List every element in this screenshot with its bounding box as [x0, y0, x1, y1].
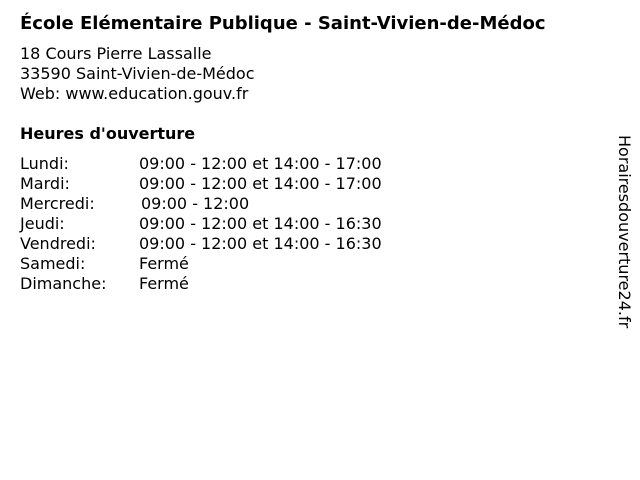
- hours-value: 09:00 - 12:00 et 14:00 - 17:00: [139, 154, 382, 173]
- hours-value: 09:00 - 12:00: [141, 194, 250, 213]
- hours-value: Fermé: [139, 274, 189, 293]
- city-address: 33590 Saint-Vivien-de-Médoc: [20, 64, 255, 83]
- street-address: 18 Cours Pierre Lassalle: [20, 44, 212, 63]
- hours-value: Fermé: [139, 254, 189, 273]
- day-label: Jeudi:: [20, 214, 65, 233]
- address-block: [20, 44, 255, 104]
- hours-value: 09:00 - 12:00 et 14:00 - 17:00: [139, 174, 382, 193]
- hours-value: 09:00 - 12:00 et 14:00 - 16:30: [139, 234, 382, 253]
- school-title: École Elémentaire Publique - Saint-Vivien-de-Médoc: [20, 13, 546, 34]
- website-text: Web: www.education.gouv.fr: [20, 84, 249, 103]
- watermark-text: Horairesdouverture24.fr: [615, 135, 634, 329]
- day-label: Dimanche:: [20, 274, 107, 293]
- day-label: Samedi:: [20, 254, 86, 273]
- day-label: Lundi:: [20, 154, 69, 173]
- day-label: Mardi:: [20, 174, 70, 193]
- site-watermark: [612, 135, 636, 371]
- opening-hours-heading: Heures d'ouverture: [20, 124, 196, 143]
- hours-value: 09:00 - 12:00 et 14:00 - 16:30: [139, 214, 382, 233]
- day-label: Mercredi:: [20, 194, 95, 213]
- day-label: Vendredi:: [20, 234, 96, 253]
